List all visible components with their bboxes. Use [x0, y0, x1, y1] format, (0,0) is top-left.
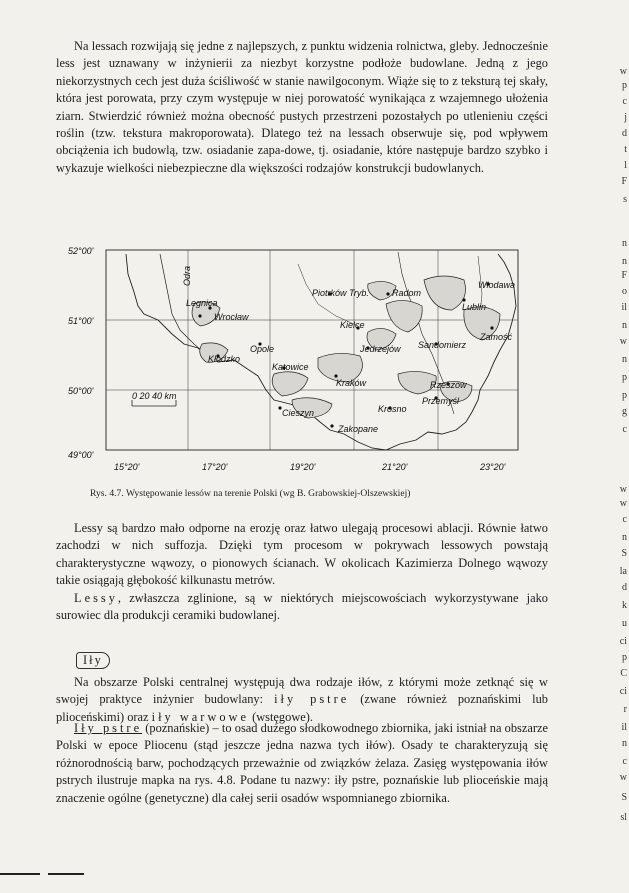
lon-label-21: 21°20'	[382, 462, 408, 472]
edge-char: p	[622, 652, 627, 663]
edge-char: d	[622, 582, 627, 593]
lat-label-49: 49°00'	[68, 450, 94, 460]
edge-char: c	[622, 514, 627, 525]
city-label-krosno: Krosno	[378, 404, 407, 414]
edge-char: t	[624, 144, 627, 155]
bottom-rule-left	[0, 873, 40, 875]
edge-char: w	[619, 772, 627, 783]
city-label-legnica: Legnica	[186, 298, 218, 308]
edge-char: c	[622, 96, 627, 107]
city-label-cieszyn: Cieszyn	[282, 408, 315, 418]
city-label-zakopane: Zakopane	[338, 424, 379, 434]
city-label-opole: Opole	[250, 344, 275, 354]
city-label-radom: Radom	[392, 288, 422, 298]
edge-char: n	[622, 532, 627, 543]
city-label-piotrkow: Piotrków Tryb.	[312, 288, 369, 298]
edge-char: il	[621, 302, 627, 313]
city-label-przemysl: Przemyśl	[422, 396, 460, 406]
edge-char: w	[619, 66, 627, 77]
city-label-wlodawa: Włodawa	[478, 280, 516, 290]
edge-char: F	[621, 270, 627, 281]
edge-char: s	[623, 194, 627, 205]
lat-label-50: 50°00'	[68, 386, 94, 396]
edge-char: p	[622, 390, 627, 401]
paragraph-lessy-ceramika: Lessy, zwłaszcza zglinione, są w niektórych miejscowościach wykorzystywane jako surowiec dla produkcji ceramiki budowlanej.	[56, 590, 548, 623]
figure-caption: Rys. 4.7. Występowanie lessów na terenie Polski (wg B. Grabowskiej-Olszewskiej)	[90, 488, 411, 499]
city-label-zamosc: Zamość	[480, 332, 513, 342]
edge-char: r	[623, 704, 627, 715]
edge-char: S	[621, 792, 627, 803]
edge-char: u	[622, 618, 627, 629]
scale-label: 0 20 40 km	[132, 391, 177, 401]
lon-label-19: 19°20'	[290, 462, 316, 472]
edge-char: sl	[620, 812, 627, 823]
paragraph-ily-pstre: Iły pstre (poznańskie) – to osad dużego słodkowodnego zbiornika, jaki istniał na obszarze Polski w epoce Pliocenu (stąd jeszcze jedna nazwa tych iłów). Osady te charakteryzują się różnorodnością barw, pochodzących przeważnie od związków żelaza. Zasięg występowania iłów pstrych ilustruje mapka na rys. 4.8. Podane tu nazwy: iły pstre, poznańskie lub plioceńskie mają znaczenie ogólne (genetyczne) dla całej serii osadów wspomnianego zbiornika.	[56, 721, 549, 805]
loess-map-svg	[68, 244, 558, 484]
term-lessy: Lessy	[74, 590, 118, 605]
city-label-kielce: Kielce	[340, 320, 365, 330]
edge-char: n	[622, 238, 627, 249]
city-label-krakow: Kraków	[336, 378, 367, 388]
edge-char: p	[622, 80, 627, 91]
edge-char: n	[622, 738, 627, 749]
edge-char: o	[622, 286, 627, 297]
edge-char: il	[621, 722, 627, 733]
edge-char: l	[624, 160, 627, 171]
loess-map	[68, 244, 558, 484]
lon-label-17: 17°20'	[202, 462, 228, 472]
term-ily-pstre-underlined: Iły pstre	[74, 721, 143, 735]
paragraph-lessy-erozja: Lessy są bardzo mało odporne na erozję oraz łatwo ulegają procesowi ablacji. Równie łatwo zachodzi w nich suffozja. Dzięki tym procesom w pokrywach lessowych powstają charakterystyczne wąwozy, o pionowych ścianach. W okolicach Kazimierza Dolnego wąwozy takie osiągają głębokość kilkunastu metrów. Lessy, zwłaszcza zglinione, są w niektórych miejscowościach wykorzystywane jako surowiec dla produkcji ceramiki budowlanej.	[56, 520, 548, 624]
scale-bar	[132, 391, 177, 406]
edge-char: w	[619, 484, 627, 495]
section-heading-ily: Iły	[76, 652, 110, 669]
edge-char: la	[619, 566, 627, 577]
city-label-sandomierz: Sandomierz	[418, 340, 467, 350]
right-edge-bleed	[615, 0, 629, 893]
lon-label-15: 15°20'	[114, 462, 140, 472]
term-ily-pstre: iły pstre	[274, 692, 350, 707]
edge-char: n	[622, 354, 627, 365]
edge-char: ci	[619, 636, 627, 647]
city-label-wroclaw: Wrocław	[214, 312, 249, 322]
edge-char: p	[622, 372, 627, 383]
bottom-rule-mid	[48, 873, 84, 875]
edge-char: C	[620, 668, 627, 679]
edge-char: w	[619, 498, 627, 509]
paragraph-lessy-intro: Na lessach rozwijają się jedne z najlepszych, z punktu widzenia rolnictwa, gleby. Jednocześnie less jest uznawany w inżynierii za niezbyt korzystne podłoże budowlane. Jedną z jego niekorzystnych cech jest duża ściśliwość w stanie nawilgoconym. Wiąże się to z teksturą tej skały, która jest porowata, przy czym występuje w niej porowatość wynikająca z wzajemnego ułożenia ziarn. Stwierdzić również można obecność pustych przestrzeni pozostałych po utlenieniu części roślin (tzw. tekstura makroporowata). Dlatego też na lessach obserwuje się, pod wpływem obciążenia ich budowlą, tzw. osiadanie zapa-dowe, tj. osiadanie, które następuje bardzo szybko i wykazuje wielkości niebezpieczne dla większości rodzajów konstrukcji budowlanych.	[56, 39, 548, 175]
city-label-lublin: Lublin	[462, 302, 487, 312]
lat-label-52: 52°00'	[68, 246, 94, 256]
edge-char: c	[622, 756, 627, 767]
river-label-odra: Odra	[182, 265, 192, 286]
edge-char: w	[619, 336, 627, 347]
edge-char: k	[622, 600, 627, 611]
lon-label-23: 23°20'	[480, 462, 506, 472]
edge-char: c	[622, 424, 627, 435]
term-ily-warwowe: iły warwowe	[151, 709, 249, 724]
lat-label-51: 51°00'	[68, 316, 94, 326]
edge-char: d	[622, 128, 627, 139]
city-label-klodzko: Kłodzko	[208, 354, 241, 364]
edge-char: n	[622, 256, 627, 267]
edge-char: n	[622, 320, 627, 331]
paragraph-ily-intro: Na obszarze Polski centralnej występują dwa rodzaje iłów, z którymi może zetknąć się w swojej praktyce inżynier budowlany: iły pstre (zwane również poznańskimi lub plioceńskimi) oraz iły warwowe (wstęgowe).	[56, 675, 548, 724]
city-label-katowice: Katowice	[272, 362, 309, 372]
city-label-rzeszow: Rzeszów	[430, 380, 467, 390]
edge-char: j	[624, 112, 627, 123]
edge-char: F	[621, 176, 627, 187]
edge-char: S	[621, 548, 627, 559]
city-label-jedrzejow: Jedrzejów	[360, 344, 401, 354]
edge-char: g	[622, 406, 627, 417]
edge-char: ci	[619, 686, 627, 697]
